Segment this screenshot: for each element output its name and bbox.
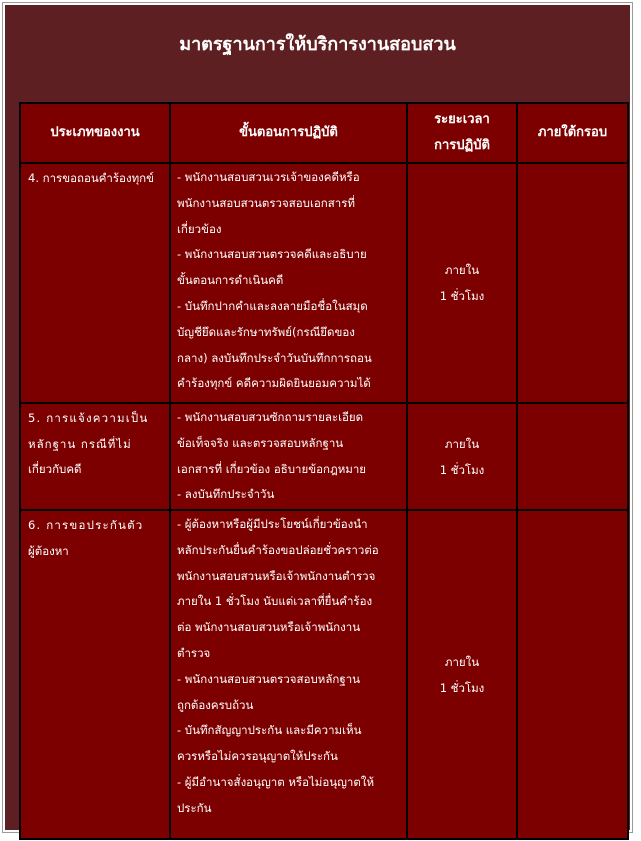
work-type-cell: [20, 510, 170, 839]
service-standard-table: [19, 102, 629, 840]
step-line: หลักประกันยื่นคำร้องขอปล่อยชั่วคราวต่อ: [177, 542, 379, 557]
step-line: ควรหรือไม่ควรอนุญาตให้ประกัน: [177, 749, 338, 764]
step-line: ขั้นตอนการดำเนินคดี: [177, 273, 284, 288]
step-line: - พนักงานสอบสวนซักถามรายละเอียด: [177, 410, 364, 424]
header-duration-line1: ระยะเวลา: [434, 112, 490, 127]
step-line: ภายใน 1 ชั่วโมง นับแต่เวลาที่ยื่นคำร้อง: [177, 594, 373, 609]
step-line: ตำรวจ: [177, 645, 211, 660]
header-duration: [407, 103, 517, 163]
work-type-cell: [20, 403, 170, 510]
table-row: [20, 403, 628, 510]
step-line: ประกัน: [177, 800, 212, 815]
step-line: - พนักงานสอบสวนเวรเจ้าของคดีหรือ: [177, 170, 360, 184]
step-line: พนักงานสอบสวนตรวจสอบเอกสารที่: [177, 195, 356, 210]
step-line: - บันทึกสัญญาประกัน และมีความเห็น: [177, 723, 362, 738]
duration-cell: [407, 403, 517, 510]
header-scope: ภายใต้กรอบ: [517, 103, 628, 163]
duration-value: 1 ชั่วโมง: [439, 462, 485, 477]
scope-cell: [517, 510, 628, 839]
header-steps: ขั้นตอนการปฏิบัติ: [170, 103, 407, 163]
step-line: - ลงบันทึกประจำวัน: [177, 487, 275, 502]
work-type-text: 4. การขอถอนคำร้องทุกข์: [28, 171, 154, 185]
work-type-text: หลักฐาน กรณีที่ไม่: [28, 436, 132, 451]
step-line: - พนักงานสอบสวนตรวจคดีและอธิบาย: [177, 247, 367, 262]
step-line: เอกสารที่ เกี่ยวข้อง อธิบายข้อกฎหมาย: [177, 461, 367, 476]
step-line: - ผู้มีอำนาจสั่งอนุญาต หรือไม่อนุญาตให้: [177, 774, 375, 789]
step-line: - พนักงานสอบสวนตรวจสอบหลักฐาน: [177, 671, 361, 686]
step-line: บัญชียึดและรักษาทรัพย์(กรณียึดของ: [177, 324, 355, 339]
duration-value: 1 ชั่วโมง: [439, 680, 485, 695]
header-work-type: ประเภทของงาน: [20, 103, 170, 163]
scope-cell: [517, 403, 628, 510]
step-line: กลาง) ลงบันทึกประจำวันบันทึกการถอน: [177, 350, 372, 365]
steps-cell: [170, 163, 407, 403]
table-row: [20, 510, 628, 839]
scope-cell: [517, 163, 628, 403]
work-type-text: 5. การแจ้งความเป็น: [28, 411, 149, 425]
work-type-cell: [20, 163, 170, 403]
page-title: มาตรฐานการให้บริการงานสอบสวน: [179, 34, 456, 55]
work-type-text: เกี่ยวกับคดี: [28, 462, 82, 476]
step-line: พนักงานสอบสวนหรือเจ้าพนักงานตำรวจ: [177, 568, 376, 583]
duration-cell: [407, 163, 517, 403]
table-header-row: [20, 103, 628, 163]
steps-cell: [170, 403, 407, 510]
step-line: คำร้องทุกข์ คดีความผิดยินยอมความได้: [177, 376, 371, 391]
table-row: [20, 163, 628, 403]
step-line: เกี่ยวข้อง: [177, 221, 222, 236]
duration-within: ภายใน: [444, 654, 480, 669]
duration-cell: [407, 510, 517, 839]
step-line: ถูกต้องครบถ้วน: [177, 697, 254, 712]
page-frame: [3, 3, 632, 832]
work-type-text: 6. การขอประกันตัว: [28, 518, 144, 532]
step-line: - บันทึกปากคำและลงลายมือชื่อในสมุด: [177, 298, 368, 313]
work-type-text: ผู้ต้องหา: [28, 543, 69, 558]
step-line: - ผู้ต้องหาหรือผู้มีประโยชน์เกี่ยวข้องนำ: [177, 517, 368, 531]
step-line: ข้อเท็จจริง และตรวจสอบหลักฐาน: [177, 435, 344, 450]
duration-within: ภายใน: [444, 436, 480, 451]
duration-within: ภายใน: [444, 263, 480, 277]
duration-value: 1 ชั่วโมง: [439, 289, 485, 303]
steps-cell: [170, 510, 407, 839]
step-line: ต่อ พนักงานสอบสวนหรือเจ้าพนักงาน: [177, 620, 361, 635]
header-duration-line2: การปฏิบัติ: [434, 138, 490, 153]
